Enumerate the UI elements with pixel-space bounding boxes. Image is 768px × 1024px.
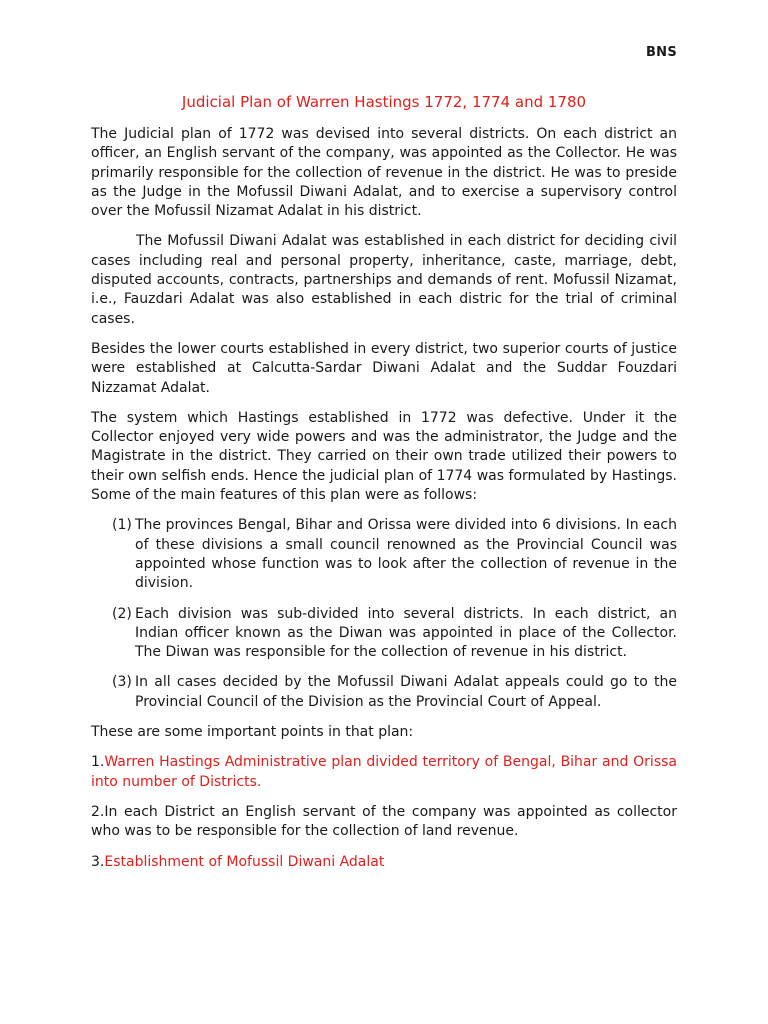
list-item-number: (3) <box>112 674 132 691</box>
header-tag: BNS <box>645 45 677 60</box>
list-item <box>91 605 677 663</box>
list-item-number: (1) <box>112 517 132 534</box>
point-3 <box>91 853 677 872</box>
paragraph-2: The Mofussil Diwani Adalat was established in each district for deciding civil cases including real and personal property, inheritance, caste, marriage, debt, disputed accounts, contracts, partnerships and demands of rent. Mofussil Nizamat, i.e., Fauzdari Adalat was also established in each distric for the trial of criminal cases. <box>91 233 677 327</box>
point-1 <box>91 753 677 792</box>
list-item-text: The provinces Bengal, Bihar and Orissa were divided into 6 divisions. In each of these divisions a small council renowned as the Provincial Council was appointed whose function was to look after the collection of revenue in the division. <box>135 517 677 592</box>
list-item-number: (2) <box>112 605 132 622</box>
point-number: 2. <box>91 803 105 820</box>
list-item-text: In all cases decided by the Mofussil Diwani Adalat appeals could go to the Provincial Council of the Division as the Provincial Court of Appeal. <box>135 674 677 710</box>
paragraph-4: The system which Hastings established in 1772 was defective. Under it the Collector enjoyed very wide powers and was the administrator, the Judge and the Magistrate in the district. They carried on their own trade utilized their powers to their own selfish ends. Hence the judicial plan of 1774 was formulated by Hastings. Some of the main features of this plan were as follows: <box>91 409 677 504</box>
point-text: In each District an English servant of the company was appointed as collector who was to be responsible for the collection of land revenue. <box>91 803 677 840</box>
point-2 <box>91 803 677 842</box>
point-number: 3. <box>91 853 105 870</box>
points-intro: These are some important points in that plan: <box>91 724 414 741</box>
point-text: Establishment of Mofussil Diwani Adalat <box>104 853 385 870</box>
point-number: 1. <box>91 754 105 771</box>
list-item <box>91 516 677 593</box>
document-title: Judicial Plan of Warren Hastings 1772, 1774 and 1780 <box>181 93 587 111</box>
list-item-text: Each division was sub-divided into several districts. In each district, an Indian officer known as the Diwan was appointed in place of the Collector. The Diwan was responsible for the collection of revenue in his district. <box>135 605 677 661</box>
point-text: Warren Hastings Administrative plan divided territory of Bengal, Bihar and Orissa into number of Districts. <box>91 754 677 790</box>
paragraph-1: The Judicial plan of 1772 was devised into several districts. On each district an officer, an English servant of the company, was appointed as the Collector. He was primarily responsible for the collection of revenue in the district. He was to preside as the Judge in the Mofussil Diwani Adalat, and to exercise a supervisory control over the Mofussil Nizamat Adalat in his district. <box>91 126 677 220</box>
paragraph-3: Besides the lower courts established in every district, two superior courts of justice were established at Calcutta-Sardar Diwani Adalat and the Suddar Fouzdari Nizzamat Adalat. <box>91 340 677 396</box>
document-body <box>91 125 677 883</box>
features-list <box>91 516 677 712</box>
list-item <box>91 673 677 712</box>
